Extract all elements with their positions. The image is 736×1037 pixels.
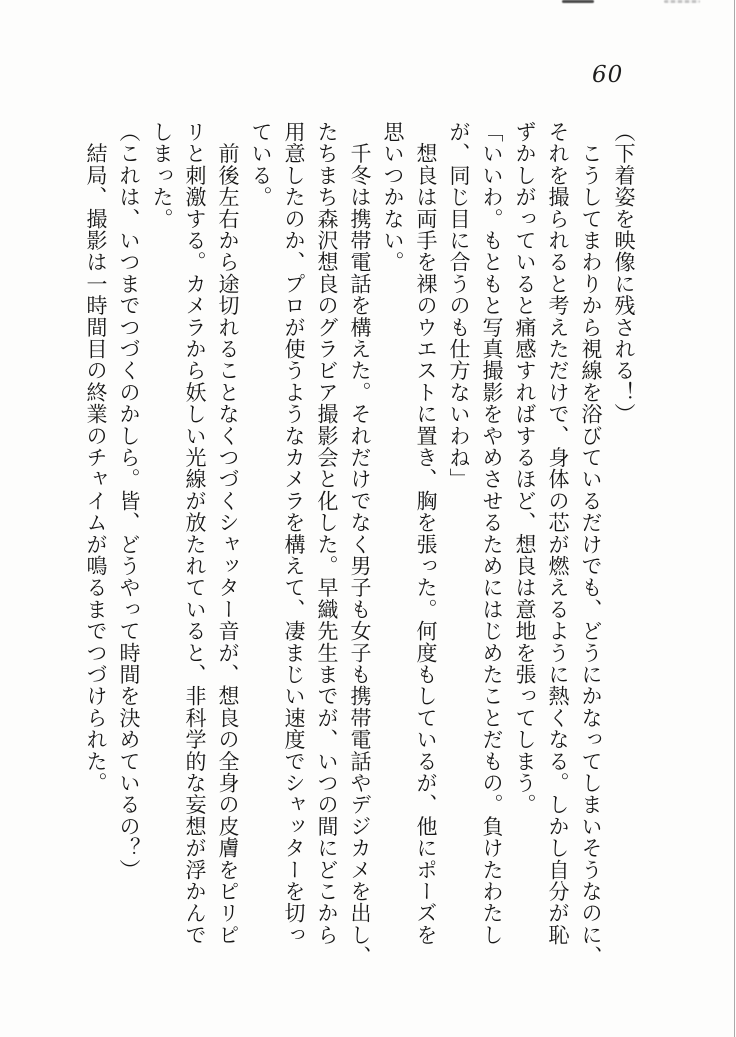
text-column: 想良は両手を裸のウエストに置き、胸を張った。何度もしているが、他にポーズを xyxy=(414,121,438,946)
text-column: （これは、いつまでつづくのかしら。皆、どうやって時間を決めているの？） xyxy=(117,121,141,881)
text-column: リと刺激する。カメラから妖しい光線が放たれていると、非科学的な妄想が浮かんで xyxy=(183,121,207,946)
scan-artifact-light xyxy=(664,0,700,3)
text-column: それを撮られると考えただけで、身体の芯が燃えるように熱くなる。しかし自分が恥 xyxy=(546,121,570,946)
text-column: 用意したのか、プロが使うようなカメラを構えて、凄まじい速度でシャッターを切っ xyxy=(282,121,306,946)
text-column: （下着姿を映像に残される！） xyxy=(612,121,636,425)
text-column: 「いいわ。もともと写真撮影をやめさせるためにはじめたことだもの。負けたわたし xyxy=(480,121,504,946)
text-column: こうしてまわりから視線を浴びているだけでも、どうにかなってしまいそうなのに、 xyxy=(579,121,603,968)
page-number: 60 xyxy=(592,62,624,88)
text-column: 前後左右から途切れることなくつづくシャッター音が、想良の全身の皮膚をピリピ xyxy=(216,121,240,946)
page-edge-line xyxy=(734,0,735,1037)
text-column: しまった。 xyxy=(150,121,174,230)
text-column: 思いつかない。 xyxy=(381,121,405,273)
text-column: が、同じ目に合うのも仕方ないわね」 xyxy=(447,121,471,490)
text-column: ている。 xyxy=(249,121,273,208)
text-column: 結局、撮影は一時間目の終業のチャイムが鳴るまでつづけられた。 xyxy=(84,121,108,794)
text-column: 千冬は携帯電話を構えた。それだけでなく男子も女子も携帯電話やデジカメを出し、 xyxy=(348,121,372,968)
text-column: たちまち森沢想良のグラビア撮影会と化した。早織先生までが、いつの間にどこから xyxy=(315,121,339,946)
scan-artifact-dark xyxy=(562,0,594,3)
text-column: ずかしがっていると痛感すればするほど、想良は意地を張ってしまう。 xyxy=(513,121,537,816)
body-text-block xyxy=(79,121,640,993)
